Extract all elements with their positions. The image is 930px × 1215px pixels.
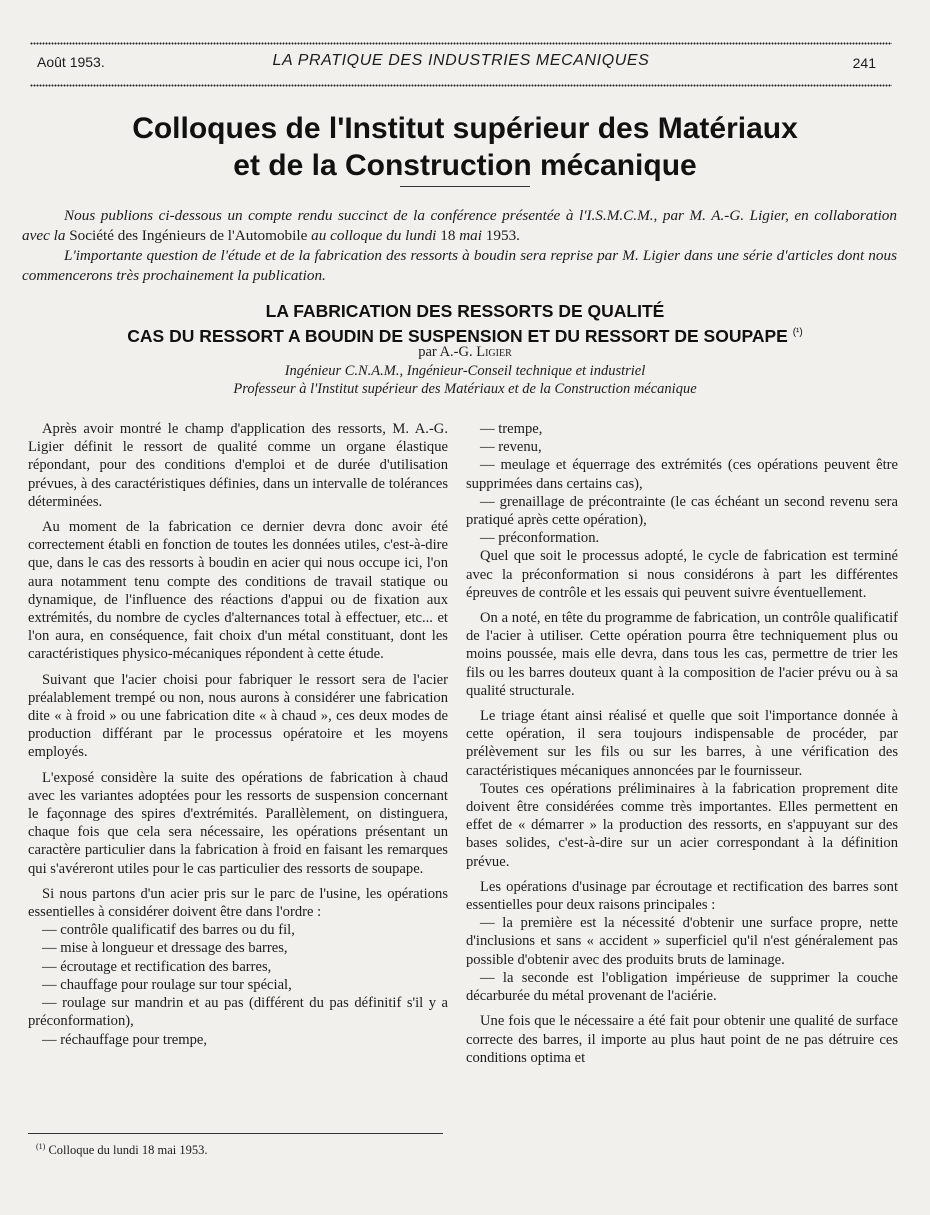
paragraph: Si nous partons d'un acier pris sur le parc de l'usine, les opérations essentielles à considérer doivent être dans l'ordre : bbox=[28, 885, 448, 921]
author-name: Ligier bbox=[476, 344, 512, 360]
paragraph: Au moment de la fabrication ce dernier devra donc avoir été correctement établi en fonction de toutes les données utiles, c'est-à-dire que, dans le cas des ressorts à boudin en acier qui nous occupe ici, l'on aura notamment tenu compte des conditions de travail statique ou dynamique, de l'influence des réactions d'appui ou de fixation aux extrémités, du nombre de cycles d'alternances total à effectuer, etc... et l'on aura, en conséquence, fait choix d'un métal constituant, dont les caractéristiques physico-mécaniques répondent à cette étude. bbox=[28, 519, 448, 663]
list-item: — chauffage pour roulage sur tour spécial, bbox=[42, 976, 292, 993]
intro-text: 1953. bbox=[485, 227, 520, 244]
footnote bbox=[36, 1139, 436, 1158]
left-column bbox=[28, 420, 448, 1049]
byline-author bbox=[40, 343, 890, 362]
footnote-mark: (1) bbox=[36, 1142, 46, 1151]
list-item: — revenu, bbox=[480, 439, 542, 456]
list-item: — préconformation. bbox=[480, 530, 600, 547]
intro-text: Nous publions ci-dessous un compte rendu succinct de la conférence présentée à l'I.S.M.C.M., par M. A.-G. Ligier, en collaboration avec la bbox=[22, 207, 897, 244]
list-item: — mise à longueur et dressage des barres, bbox=[42, 940, 288, 957]
title-rule bbox=[400, 186, 530, 187]
page-title-line1: Colloques de l'Institut supérieur des Matériaux bbox=[132, 112, 798, 145]
paragraph: Une fois que le nécessaire a été fait pour obtenir une qualité de surface correcte des barres, il importe au plus haut point de ne pas détruire ces conditions optima et bbox=[466, 1013, 898, 1066]
list-item: — réchauffage pour trempe, bbox=[42, 1031, 208, 1048]
list-item: — la première est la nécessité d'obtenir une surface propre, nette d'inclusions et sans « accident » superficiel qu'il n'est généralement pas possible d'obtenir avec des produits bruts de laminage. bbox=[466, 915, 898, 968]
right-column bbox=[466, 420, 898, 1074]
list-item: — écroutage et rectification des barres, bbox=[42, 958, 272, 975]
header-bottom-rule bbox=[30, 84, 892, 87]
paragraph: Toutes ces opérations préliminaires à la fabrication proprement dite doivent être considérées comme très importantes. Elles permettent en effet de « démarrer » la production des ressorts, en s'appuyant sur des bases solides, c'est-à-dire sur un acier correspondant à la définition prévue. bbox=[466, 780, 898, 870]
footnote-text: Colloque du lundi 18 mai 1953. bbox=[45, 1143, 208, 1158]
page-title bbox=[60, 110, 870, 184]
list-item: — la seconde est l'obligation impérieuse de supprimer la couche décarburée du métal provenant de l'aciérie. bbox=[466, 969, 898, 1005]
header-top-rule bbox=[30, 42, 892, 45]
page-title-line2: et de la Construction mécanique bbox=[233, 149, 697, 182]
list-item: — grenaillage de précontrainte (le cas échéant un second revenu sera pratiqué après cette opération), bbox=[466, 493, 898, 529]
list-item: — roulage sur mandrin et au pas (différent du pas définitif s'il y a préconformation), bbox=[28, 995, 448, 1030]
paragraph: Quel que soit le processus adopté, le cycle de fabrication est terminé avec la préconformation si nous considérons à part les différentes épreuves de contrôle et les essais qui peuvent suivre éventuellement. bbox=[466, 548, 898, 601]
list-item: — trempe, bbox=[480, 421, 543, 437]
paragraph: Le triage étant ainsi réalisé et quelle que soit l'importance donnée à cette opération, il sera toujours indispensable de procéder, par prélèvement sur les fils ou sur les barres, à une vérification des caractéristiques mécaniques annoncées par le fournisseur. bbox=[466, 708, 898, 779]
page-number: 241 bbox=[852, 55, 876, 71]
paragraph: Les opérations d'usinage par écroutage et rectification des barres sont essentielles pour deux raisons principales : bbox=[466, 878, 898, 914]
intro-paragraph-2: L'importante question de l'étude et de la fabrication des ressorts à boudin sera reprise par M. Ligier dans une série d'articles dont nous commencerons très prochainement la publication. bbox=[22, 247, 897, 284]
article-title-line1: LA FABRICATION DES RESSORTS DE QUALITÉ bbox=[265, 301, 665, 321]
intro-text: Société des Ingénieurs de l'Automobile bbox=[69, 227, 308, 244]
byline-prefix: par A.-G. bbox=[418, 344, 477, 360]
author-role-2: Professeur à l'Institut supérieur des Matériaux et de la Construction mécanique bbox=[233, 381, 697, 397]
paragraph: L'exposé considère la suite des opérations de fabrication à chaud avec les variantes adoptées pour les ressorts de suspension concernant le façonnage des spires d'extrémités. Parallèlement, on distinguera, chaque fois que cela sera nécessaire, les opérations présentant un caractère particulier dans la fabrication à froid en faisant les remarques qui s'avéreront utiles pour le cas particulier des ressorts de soupape. bbox=[28, 769, 448, 877]
footnote-rule bbox=[28, 1133, 443, 1134]
intro-text: 18 bbox=[440, 227, 456, 244]
article-title-note: (¹) bbox=[792, 327, 803, 338]
paragraph: Après avoir montré le champ d'application des ressorts, M. A.-G. Ligier définit le ressort de qualité comme un organe élastique répondant, pour des conditions d'emploi et de durée d'utilisation prévues, à des caractéristiques définies, dans un intervalle de tolérances déterminées. bbox=[28, 421, 448, 510]
paragraph: On a noté, en tête du programme de fabrication, un contrôle qualificatif de l'acier à utiliser. Cette opération pourra être techniquement plus ou moins poussée, mais elle devra, dans tous les cas, permettre de trier les fils ou les barres douteux quant à la composition de l'acier prévu ou à sa qualité structurale. bbox=[466, 610, 898, 699]
intro-paragraph-1 bbox=[22, 206, 897, 246]
author-role-1: Ingénieur C.N.A.M., Ingénieur-Conseil technique et industriel bbox=[284, 362, 646, 379]
intro-note bbox=[22, 206, 897, 286]
paragraph: Suivant que l'acier choisi pour fabriquer le ressort sera de l'acier préalablement trempé ou non, nous aurons à considérer une fabrication dite « à froid » ou une fabrication dite « à chaud », ces deux modes de production différant par le processus opératoire et les moyens employés. bbox=[28, 671, 448, 761]
byline bbox=[40, 343, 890, 399]
header-date: Août 1953. bbox=[37, 54, 105, 70]
list-item: — contrôle qualificatif des barres ou du fil, bbox=[42, 922, 295, 939]
header-journal-title: LA PRATIQUE DES INDUSTRIES MECANIQUES bbox=[272, 52, 650, 69]
article-title-text: CAS DU RESSORT A BOUDIN DE SUSPENSION ET DU RESSORT DE SOUPAPE bbox=[127, 325, 788, 346]
article-title bbox=[40, 300, 890, 347]
intro-text: au colloque du lundi bbox=[307, 227, 441, 244]
intro-text: mai bbox=[455, 227, 486, 244]
list-item: — meulage et équerrage des extrémités (ces opérations peuvent être supprimées dans certains cas), bbox=[466, 457, 898, 492]
running-header bbox=[30, 54, 892, 74]
